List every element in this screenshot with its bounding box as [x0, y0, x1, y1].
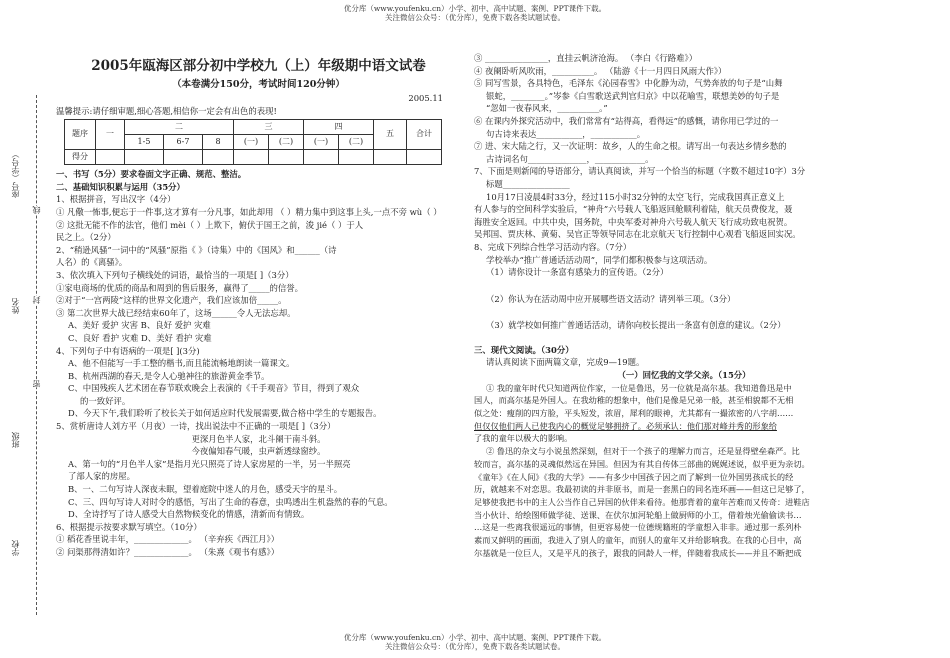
option-line: C、三、四句写诗人对时令的感悟，写出了生命的春意，虫鸣透出生机盎然的春的气息。 — [68, 496, 393, 507]
section-heading: 三、现代文阅读。（30分） — [474, 344, 574, 355]
question-line: 古诗词名句______________，____________。 — [486, 153, 654, 164]
poem-line: 今夜偏知春气暖，虫声新透绿窗纱。 — [191, 446, 326, 457]
news-line: 10月17日凌晨4时33分，经过115小时32分钟的太空飞行，完成我国真正意义上 — [486, 191, 785, 202]
left-column — [56, 50, 461, 559]
page-footer — [0, 633, 950, 651]
option-line: A、美好 爱护 灾害 B、良好 爱护 灾难 — [68, 320, 211, 331]
score-cell[interactable] — [203, 150, 234, 165]
article-line: 《童年》《在人间》《我的大学》——有多少中国孩子因之而了解到一位外国男孩成长的经 — [474, 471, 794, 482]
reading-intro: 请认真阅读下面两篇文章，完成9—19题。 — [486, 357, 645, 368]
question-line: ①家电商场的优质的商品和周到的售后服务，赢得了_____的信誉。 — [56, 282, 304, 293]
option-line: B、杭州西湖的春天,是令人心驰神往的旅游黄金季节。 — [68, 370, 270, 381]
cut-line — [36, 95, 37, 615]
binding-margin — [0, 0, 50, 658]
news-line: 有人参与的空间科学实验后，“神舟”六号载人飞船返回舱顺利着陆，航天员费俊龙，聂 — [474, 204, 793, 215]
question-line: 银蛇，________。”岑参《白雪歌送武判官归京》中以花喻雪，联想美妙的句子是 — [486, 90, 780, 101]
article-line: 足够使我把书中的主人公当作自己异国的伙伴来看待。他那背着的童年苦难而又传奇：进鞋店 — [474, 496, 810, 507]
footer-line-2: 关注微信公众号：（优分库），免费下载各类试题试卷。 — [385, 642, 565, 651]
question-line: ① 稻花香里说丰年，_____________。 （辛弃疾《西江月》） — [56, 534, 280, 545]
header-line-2: 关注微信公众号：（优分库），免费下载各类试题试卷。 — [385, 13, 565, 22]
exam-subtitle: （本卷满分150分，考试时间120分钟） — [172, 79, 345, 90]
question-line: 2、“稍逊风骚”一词中的“风骚”原指《 》（诗集）中的《国风》和______（诗 — [56, 244, 337, 255]
article-line: ② 鲁迅的杂文与小说虽然深刻，但对于一个孩子的理解力而言，还是显得壁垒森严。比 — [486, 446, 800, 457]
article-line: 但仅仅他们两人已使我内心的概觉足够拥挤了。必须承认：他们那对峰并秀的形象给 — [474, 420, 777, 431]
tip-text: 温馨提示:请仔细审题,细心答题,相信你一定会有出色的表现! — [56, 105, 277, 116]
option-line: 的一致好评。 — [80, 395, 131, 406]
article-line: 了我的童年以极大的影响。 — [474, 433, 573, 444]
sub-col: 1-5 — [125, 135, 164, 150]
news-line: 海胜安全返回。中共中央，国务院，中央军委对神舟六号载人航天飞行成功致电祝贺。 — [474, 216, 793, 227]
question-line: ④ 夜阑卧听风吹雨，__________。 （陆游《十一月四日风雨大作》） — [474, 65, 727, 76]
question-line: 人名）的《离骚》。 — [56, 257, 128, 268]
question-line: （2）你认为在活动周中应开展哪些语文活动？请列举三项。（3分） — [486, 293, 736, 304]
article-line: 较而言，高尔基的灵魂似然远在异国。但因为有其自传体三部曲的娓娓述说，似乎更为亲切。 — [474, 458, 810, 469]
score-label: 得分 — [65, 150, 96, 165]
sub-col: 6-7 — [164, 135, 203, 150]
question-line: ② 这批无能不作的法官，他们 mèi（ ）上欺下，俯伏于国王之前，浚 jié（ ）于人 — [56, 219, 364, 230]
score-cell[interactable] — [234, 150, 269, 165]
question-line: 8、完成下列综合性学习活动内容。（7分） — [474, 241, 632, 252]
article-line: …这是一些离我很遥远的事情，但更容易使一位德规籍班的学童想入非非。通过那一系列朴 — [474, 522, 802, 533]
question-line: 民之上。（2分） — [56, 232, 116, 243]
article-line: 国人，而高尔基是外国人。在我幼稚的想象中，他们是像是兄弟一般，甚至相貌都不无相 — [474, 395, 794, 406]
article-line: 似之处：瘦削的四方脸，平头短发，浓眉，犀利的眼神，尤其都有一撮浓密的八字胡…… — [474, 408, 794, 419]
question-line: ⑥ 在课内外探究活动中，我们常常有“站得高，看得远”的感慨，请你用已学过的一 — [474, 115, 779, 126]
col-total: 合计 — [407, 120, 442, 150]
article-title: （一）回忆我的文学父亲。（15分） — [617, 370, 751, 381]
col-four: 四 — [304, 120, 374, 135]
question-line: ② 问渠那得清如许？_____________。 （朱熹《观书有感》） — [56, 547, 280, 557]
question-line: 4、下列句子中有语病的一项是[ ](3分) — [56, 345, 200, 356]
sub-col: (二) — [339, 135, 374, 150]
question-line: ① 凡儆一怖事,便忘于一件事,这才算有一分凡事，如此却用 （ ）精力集中到这事上头,一点不旁 wù（ ） — [56, 206, 442, 217]
question-line: ③ 第二次世界大战已经结束60年了，这场______令人无法忘却。 — [56, 307, 296, 318]
option-line: D、今天下午,我们聆听了校长关于如何适应时代发展需要,做合格中学生的专题报告。 — [68, 408, 382, 419]
score-cell[interactable] — [96, 150, 125, 165]
question-line: （3）就学校如何推广普通话活动，请你向校长提出一条富有创意的建议。（2分） — [486, 320, 786, 331]
option-line: C、良好 看护 灾难 D、美好 看护 灾难 — [68, 332, 212, 343]
xian-mark: 线 — [32, 206, 41, 214]
col-one: 一 — [96, 120, 125, 150]
option-line: C、中国残疾人艺术团在春节联欢晚会上表演的《千手观音》节目，得到了观众 — [68, 383, 360, 394]
article-line: 当小伙计、给绘图师做学徒、送课、在伏尔加河轮船上做厨师的小工，借着烛光偷偷读书… — [474, 509, 802, 520]
footer-line-1: 优分库（www.youfenku.cn）小学、初中、高中试题、案例、PPT课件下载。 — [343, 633, 607, 642]
exam-date: 2005.11 — [408, 93, 443, 103]
question-line: 学校举办“推广普通话活动周”，同学们都积极参与这项活动。 — [486, 254, 713, 265]
row-label: 题序 — [65, 120, 96, 150]
sub-col: (一) — [234, 135, 269, 150]
article-line: 历，就越来不对恋思。我最初读的并非原书，而是一套黑白的同名连环画——但这已足够了， — [474, 484, 810, 495]
sub-col: 8 — [203, 135, 234, 150]
sub-col: (一) — [304, 135, 339, 150]
answer-space[interactable] — [474, 332, 894, 344]
headline-field[interactable]: 标题________________ — [486, 178, 570, 189]
article-line: ① 我的童年时代只知道两位作家，一位是鲁迅，另一位就是高尔基。我知道鲁迅是中 — [486, 382, 792, 393]
question-line: ②对于“一宫两陵”这样的世界文化遗产，我们应该加倍_____。 — [56, 295, 287, 306]
right-column — [474, 52, 894, 560]
section-heading: 一、书写（5分）要求卷面文字正确、规范、整洁。 — [56, 169, 247, 180]
question-line: ③ _______________，直挂云帆济沧海。 （李白《行路难》） — [474, 53, 698, 63]
question-line: ⑦ 进、宋大陆之行，又一次证明：故乡，人的生命之根。请写出一句表达乡情乡愁的 — [474, 141, 787, 152]
col-three: 三 — [234, 120, 304, 135]
article-line: 尔基就是一位巨人，又是平凡的孩子，跟我的同龄人一样，伴随着我成长——并且不断把成 — [474, 547, 802, 558]
score-table — [64, 119, 442, 165]
article-line: 素而又鲜明的画面，我进入了别人的童年，而别人的童年又并给影响我。在我的心目中，高 — [474, 535, 802, 546]
mi-mark: 密 — [32, 380, 41, 388]
col-five: 五 — [374, 120, 407, 150]
question-line: （1）请你设计一条富有感染力的宣传语。（2分） — [486, 267, 669, 278]
score-cell[interactable] — [374, 150, 407, 165]
score-cell[interactable] — [269, 150, 304, 165]
option-line: D、全诗抒写了诗人感受大自然物候变化的情感，清新而有情致。 — [68, 509, 310, 520]
feng-mark: 封 — [32, 296, 41, 304]
option-line: B、一、二句写诗人深夜未眠，望着庭院中迷人的月色，感受天宇的星斗。 — [68, 484, 343, 495]
answer-space[interactable] — [474, 305, 894, 319]
question-line: 1、根据拼音，写出汉字（4分） — [56, 194, 176, 205]
option-line: A、第一句的“月色半人家”是指月光只照亮了诗人家房屋的一半，另一半照亮 — [68, 458, 351, 469]
score-cell[interactable] — [407, 150, 442, 165]
question-line: 5、赏析唐诗人刘方平（月夜）一诗，找出说法中不正确的一项是[ ]（3分） — [56, 421, 336, 432]
class-label: 班级 — [11, 432, 20, 448]
question-line: 句古诗来表达___________，___________。 — [486, 128, 646, 139]
sub-col: (二) — [269, 135, 304, 150]
section-heading: 二、基础知识积累与运用（35分） — [56, 181, 185, 192]
question-line: ⑤ 同写雪景，各具特色，毛泽东《沁园春雪》中化静为动，气势奔放的句子是“山舞 — [474, 78, 783, 89]
school-label: 学校 — [11, 540, 20, 556]
answer-space[interactable] — [474, 279, 894, 293]
question-line: 6、根据提示按要求默写填空。（10分） — [56, 521, 202, 532]
question-line: “忽如一夜春风来，__________。” — [486, 103, 608, 114]
student-no-label: 座号（学号） — [11, 150, 20, 198]
poem-line: 更深月色半人家，北斗阑干南斗斜。 — [191, 433, 326, 444]
header-line-1: 优分库（www.youfenku.cn）小学、初中、高中试题、案例、PPT课件下载。 — [343, 4, 607, 13]
news-line: 吴邦国、贾庆林、黄菊、吴官正等领导同志在北京航天飞行控制中心观看飞船返回实况。 — [474, 229, 801, 240]
name-label: 姓名 — [11, 298, 20, 314]
option-line: 了部人家的房屋。 — [68, 471, 135, 482]
col-two: 二 — [125, 120, 234, 135]
score-cell[interactable] — [339, 150, 374, 165]
page-header — [0, 4, 950, 22]
exam-title: 2005年瓯海区部分初中学校九（上）年级期中语文试卷 — [91, 58, 426, 74]
score-cell[interactable] — [125, 150, 164, 165]
score-cell[interactable] — [164, 150, 203, 165]
question-line: 7、下面是则新闻的导语部分，请认真阅读，并写一个恰当的标题（字数不超过10字）3分 — [474, 166, 806, 177]
score-cell[interactable] — [304, 150, 339, 165]
question-line: 3、依次填入下列句子横线处的词语，最恰当的一项是[ ]（3分） — [56, 269, 294, 280]
option-line: A、他不但能写一手工整的楷书,而且能流畅地朗读一篇课文。 — [68, 358, 295, 369]
